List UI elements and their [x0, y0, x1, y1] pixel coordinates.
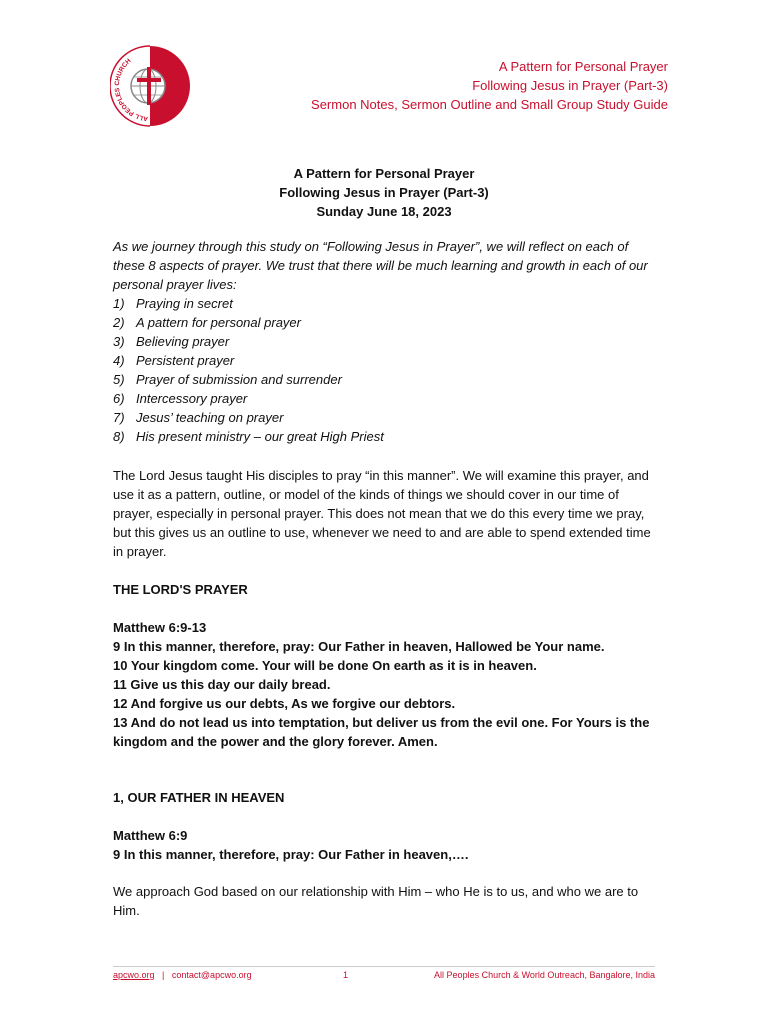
list-text: Believing prayer [136, 334, 230, 349]
list-text: His present ministry – our great High Priest [136, 429, 384, 444]
intro-paragraph: As we journey through this study on “Following Jesus in Prayer”, we will reflect on each of these 8 aspects of prayer. We trust that there will be much learning and growth in each of our personal prayer lives: [113, 239, 648, 292]
title-date: Sunday June 18, 2023 [316, 204, 452, 219]
list-item [113, 370, 655, 389]
header-title-line-1: A Pattern for Personal Prayer [498, 59, 668, 74]
scripture-verse: 9 In this manner, therefore, pray: Our Father in heaven, Hallowed be Your name. [113, 639, 605, 654]
aspects-list [113, 294, 655, 446]
list-number: 2) [113, 315, 125, 330]
list-item [113, 351, 655, 370]
website-link[interactable]: apcwo.org [113, 970, 155, 980]
list-item [113, 332, 655, 351]
intro-section [113, 237, 655, 446]
scripture-reference: Matthew 6:9 [113, 828, 188, 843]
list-text: Persistent prayer [136, 353, 235, 368]
list-number: 7) [113, 410, 125, 425]
document-title [113, 164, 655, 221]
section-heading-our-father: 1, OUR FATHER IN HEAVEN [113, 790, 285, 805]
list-text: Praying in secret [136, 296, 233, 311]
page-footer [113, 966, 655, 980]
header-title-line-2: Following Jesus in Prayer (Part-3) [472, 78, 668, 93]
header-titles [311, 57, 668, 114]
list-text: A pattern for personal prayer [136, 315, 301, 330]
scripture-reference: Matthew 6:9-13 [113, 620, 207, 635]
list-item [113, 389, 655, 408]
list-number: 6) [113, 391, 125, 406]
church-logo [110, 45, 190, 127]
title-line-2: Following Jesus in Prayer (Part-3) [279, 185, 489, 200]
list-item [113, 408, 655, 427]
footer-separator: | [157, 970, 170, 980]
list-number: 4) [113, 353, 125, 368]
list-text: Jesus’ teaching on prayer [136, 410, 284, 425]
list-item [113, 313, 655, 332]
scripture-block [113, 618, 655, 751]
scripture-verse: 11 Give us this day our daily bread. [113, 677, 331, 692]
list-number: 1) [113, 296, 125, 311]
footer-organization: All Peoples Church & World Outreach, Bangalore, India [434, 970, 655, 980]
title-line-1: A Pattern for Personal Prayer [293, 166, 475, 181]
page-number: 1 [343, 970, 349, 980]
list-item [113, 294, 655, 313]
scripture-verse: 10 Your kingdom come. Your will be done On earth as it is in heaven. [113, 658, 537, 673]
header-title-line-3: Sermon Notes, Sermon Outline and Small Group Study Guide [311, 97, 668, 112]
relationship-paragraph: We approach God based on our relationship with Him – who He is to us, and who we are to Him. [113, 884, 639, 918]
email-text: contact@apcwo.org [171, 970, 252, 980]
scripture-verse: 9 In this manner, therefore, pray: Our Father in heaven,…. [113, 847, 469, 862]
list-item [113, 427, 655, 446]
scripture-block-2 [113, 826, 655, 864]
lords-prayer-intro: The Lord Jesus taught His disciples to pray “in this manner”. We will examine this prayer, and use it as a pattern, outline, or model of the kinds of things we should cover in our time of prayer, especially in personal prayer. This does not mean that we do this every time we pray, but this gives us an outline to use, whenever we need to and are able to spend extended time in prayer. [113, 468, 651, 559]
svg-text:ALL PEOPLES CHURCH: ALL PEOPLES CHURCH [113, 57, 149, 122]
scripture-verse: 13 And do not lead us into temptation, but deliver us from the evil one. For Yours is the kingdom and the power and the glory forever. Amen. [113, 715, 650, 749]
section-heading-lords-prayer: THE LORD'S PRAYER [113, 582, 248, 597]
list-text: Intercessory prayer [136, 391, 248, 406]
list-number: 5) [113, 372, 125, 387]
list-text: Prayer of submission and surrender [136, 372, 342, 387]
list-number: 3) [113, 334, 125, 349]
scripture-verse: 12 And forgive us our debts, As we forgive our debtors. [113, 696, 456, 711]
footer-contact [113, 969, 252, 981]
list-number: 8) [113, 429, 125, 444]
